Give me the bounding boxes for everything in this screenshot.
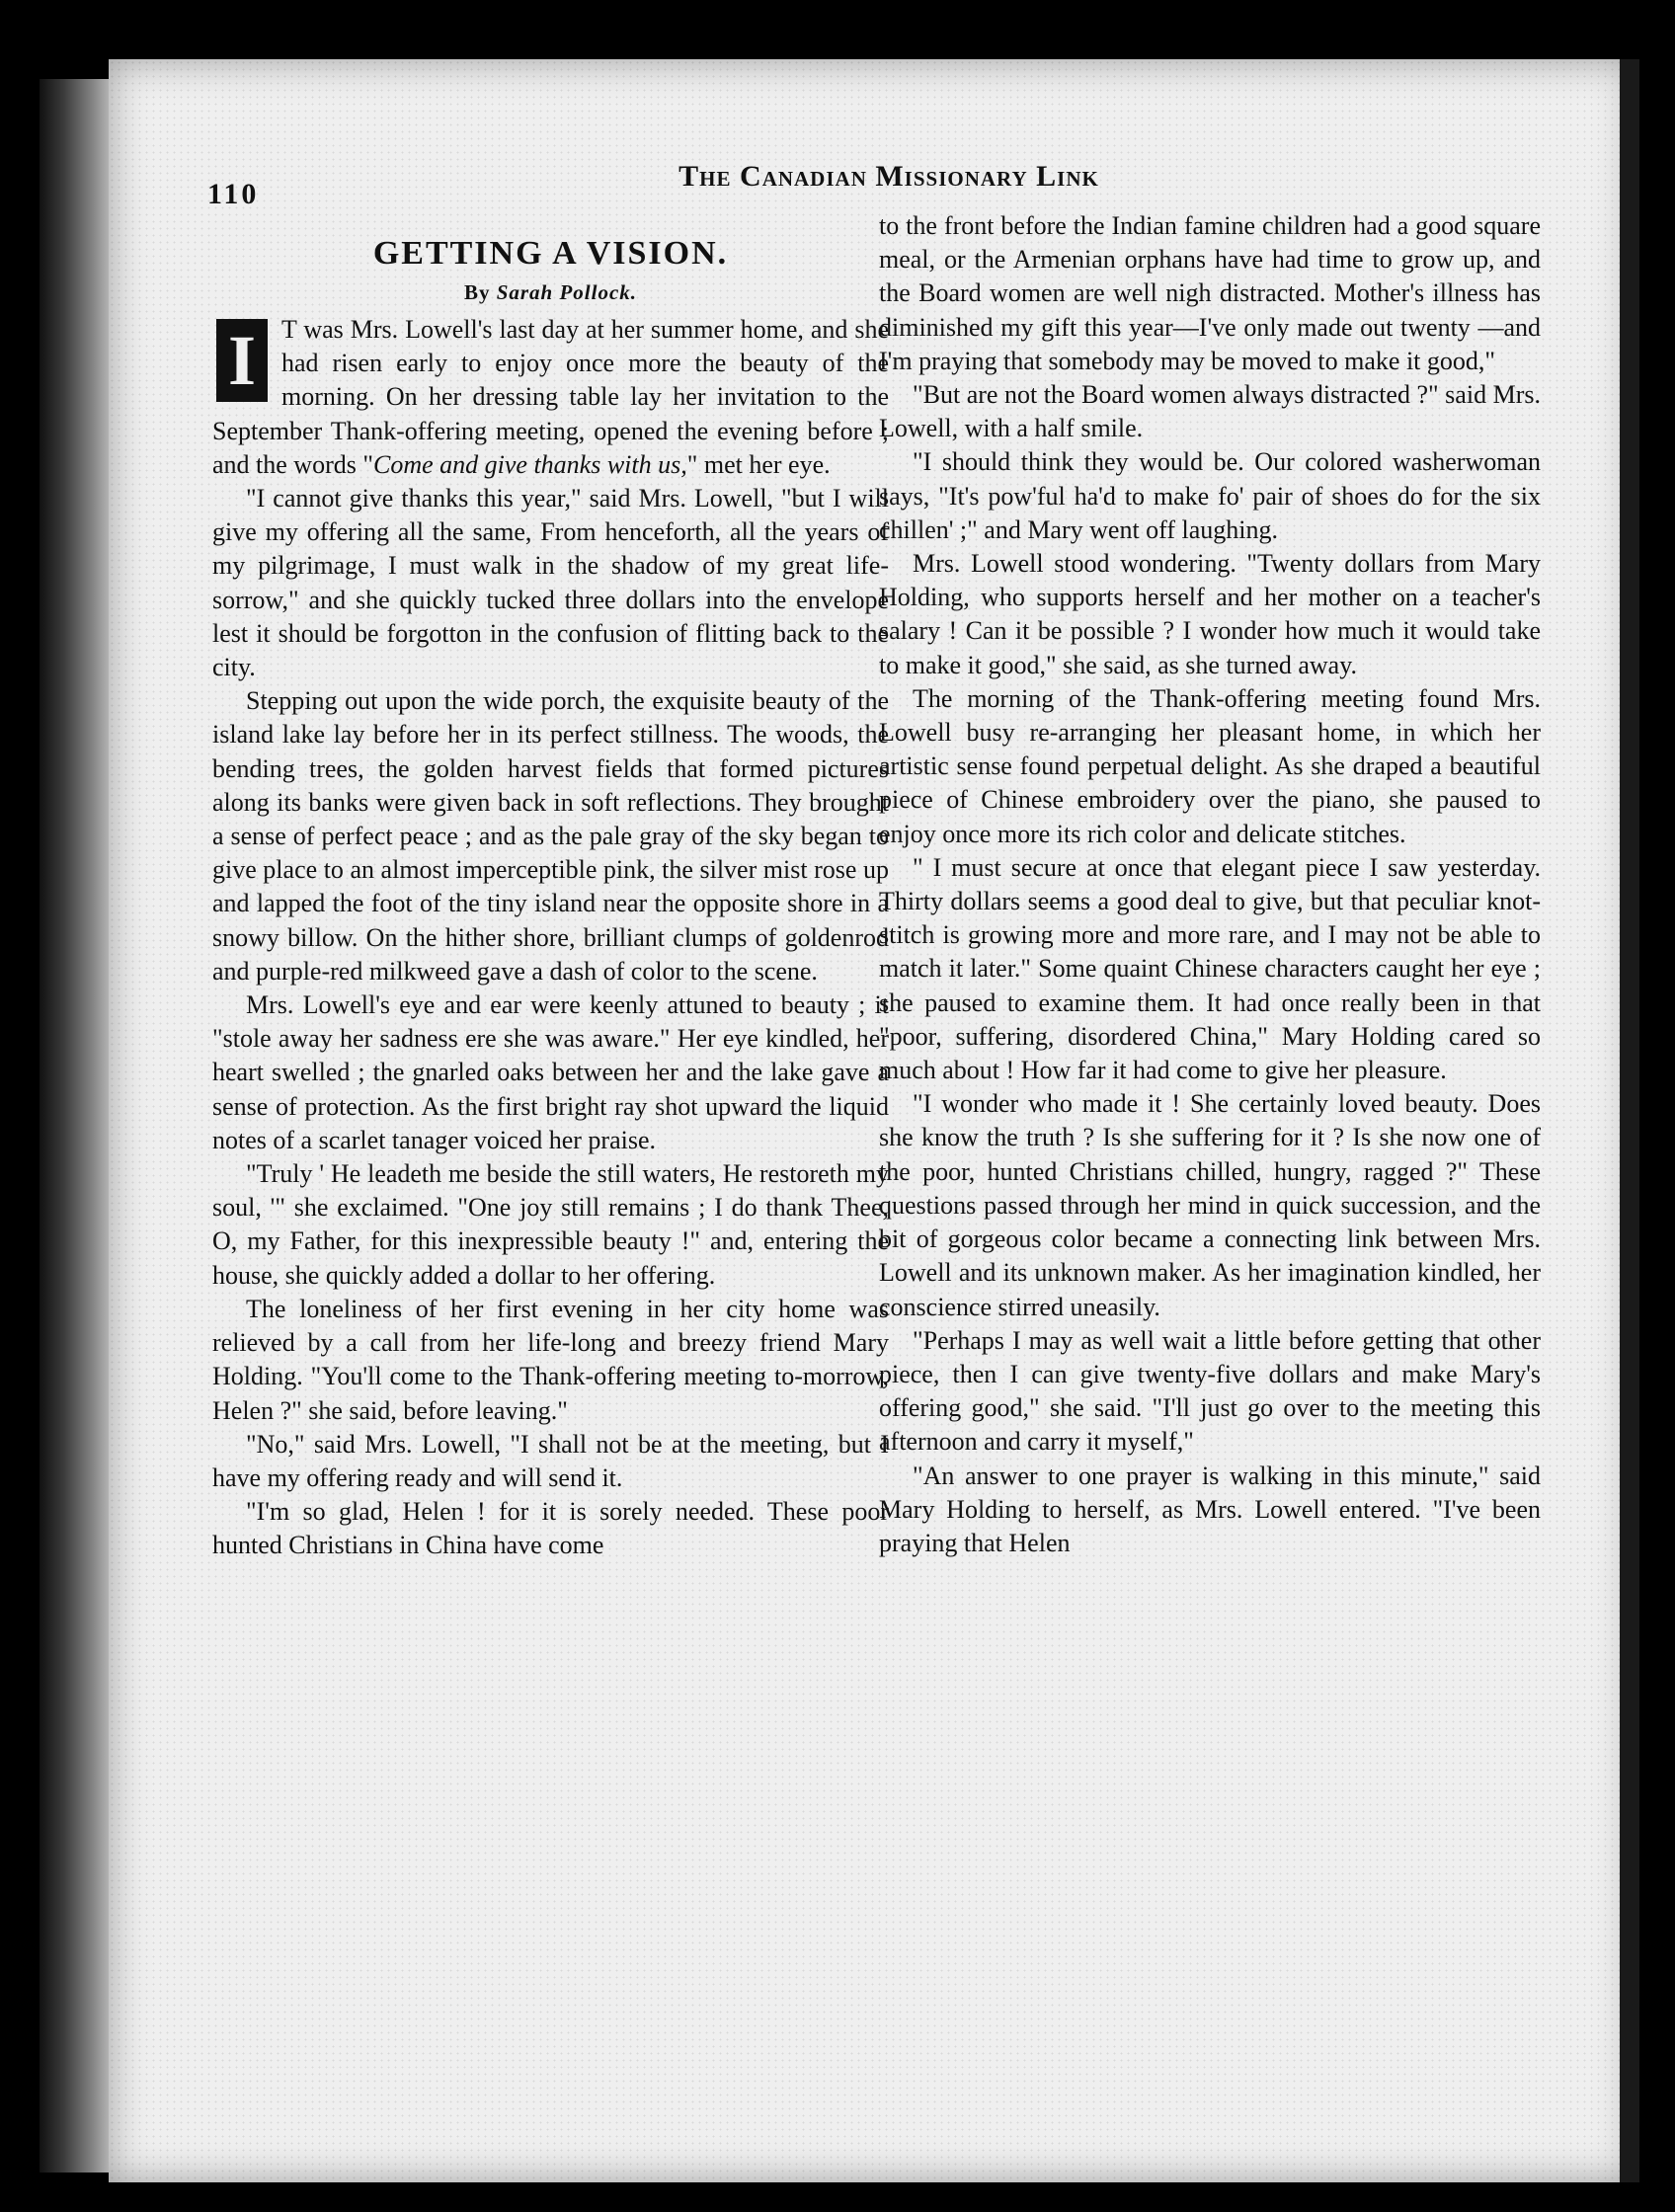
- paragraph-text: T was Mrs. Lowell's last day at her summer home, and she had risen early to enjoy once more the beauty of the morning. On her dressing table lay her invitation to the September Thank-offering meeting, opened the evening before ; and the words ": [212, 315, 889, 479]
- paragraph: "An answer to one prayer is walking in this minute," said Mary Holding to herself, as Mrs. Lowell entered. "I've been praying that Helen: [879, 1461, 1541, 1557]
- paragraph: "But are not the Board women always distracted ?" said Mrs. Lowell, with a half smile.: [879, 380, 1541, 443]
- italic-quote: Come and give thanks with us,: [372, 449, 687, 479]
- paragraph: "I wonder who made it ! She certainly loved beauty. Does she know the truth ? Is she suffering for it ? Is she now one of the poor, hunted Christians chilled, hungry, ragged ?" These questions passed through her mind in quick succession, and the bit of gorgeous color became a connecting link between Mrs. Lowell and its unknown maker. As her imagination kindled, her conscience stirred uneasily.: [879, 1089, 1541, 1321]
- right-column: [879, 209, 1541, 1560]
- paragraph: Mrs. Lowell stood wondering. "Twenty dollars from Mary Holding, who supports herself and her mother on a teacher's salary ! Can it be possible ? I wonder how much it would take to make it good," she said, as she turned away.: [879, 549, 1541, 679]
- paragraph: " I must secure at once that elegant piece I saw yesterday. Thirty dollars seems a good deal to give, but that peculiar knot-stitch is growing more and more rare, and I may not be able to match it later." Some quaint Chinese characters caught her eye ; she paused to examine them. It had once really been in that "poor, suffering, disordered China," Mary Holding cared so much about ! How far it had come to give her pleasure.: [879, 852, 1541, 1085]
- book-spine: [40, 79, 119, 2172]
- paragraph: "I cannot give thanks this year," said Mrs. Lowell, "but I will give my offering all the same, From henceforth, all the years of my pilgrimage, I must walk in the shadow of my great life-sorrow," and she quickly tucked three dollars into the envelope lest it should be forgotton in the confusion of flitting back to the city.: [212, 484, 889, 682]
- article-title: GETTING A VISION.: [372, 235, 729, 272]
- running-head: The Canadian Missionary Link: [678, 160, 1099, 193]
- paragraph-text: " met her eye.: [686, 449, 831, 479]
- page-number: 110: [207, 178, 260, 210]
- paragraph: "I should think they would be. Our colored washerwoman says, "It's pow'ful ha'd to make fo' pair of shoes do for the six chillen' ;" and Mary went off laughing.: [879, 447, 1541, 544]
- paragraph: to the front before the Indian famine children had a good square meal, or the Armenian orphans have had time to grow up, and the Board women are well nigh distracted. Mother's illness has diminished my gift this year—I've only made out twenty —and I'm praying that somebody may be moved to make it good,": [879, 211, 1541, 375]
- byline-prefix: By: [463, 280, 491, 304]
- paragraph: The loneliness of her first evening in her city home was relieved by a call from her life-long and breezy friend Mary Holding. "You'll come to the Thank-offering meeting to-morrow, Helen ?" she said, before leaving.": [212, 1294, 889, 1425]
- paragraph: "I'm so glad, Helen ! for it is sorely needed. These poor hunted Christians in China have come: [212, 1497, 889, 1560]
- paragraph: "Perhaps I may as well wait a little before getting that other piece, then I can give twenty-five dollars and make Mary's offering good," she said. "I'll just go over to the meeting this afternoon and carry it myself,": [879, 1325, 1541, 1457]
- paragraph: "Truly ' He leadeth me beside the still waters, He restoreth my soul, '" she exclaimed. "One joy still remains ; I do thank Thee, O, my Father, for this inexpressible beauty !" and, entering the house, she quickly added a dollar to her offering.: [212, 1159, 889, 1290]
- paragraph: [212, 313, 889, 482]
- page-right-edge: [1620, 59, 1639, 2182]
- paragraph: Stepping out upon the wide porch, the exquisite beauty of the island lake lay before her in its perfect stillness. The woods, the bending trees, the golden harvest fields that formed pictures along its banks were given back in soft reflections. They brought a sense of perfect peace ; and as the pale gray of the sky began to give place to an almost imperceptible pink, the silver mist rose up and lapped the foot of the tiny island near the opposite shore in a snowy billow. On the hither shore, brilliant clumps of goldenrod and purple-red milkweed gave a dash of color to the scene.: [212, 686, 889, 986]
- left-column: [212, 232, 889, 1563]
- paragraph: Mrs. Lowell's eye and ear were keenly attuned to beauty ; it "stole away her sadness ere she was aware." Her eye kindled, her heart swelled ; the gnarled oaks between her and the lake gave a sense of protection. As the first bright ray shot upward the liquid notes of a scarlet tanager voiced her praise.: [212, 990, 889, 1154]
- author-name: Sarah Pollock.: [496, 280, 638, 304]
- paragraph: "No," said Mrs. Lowell, "I shall not be at the meeting, but I have my offering ready and will send it.: [212, 1429, 889, 1492]
- paragraph: The morning of the Thank-offering meeting found Mrs. Lowell busy re-arranging her pleasant home, in which her artistic sense found perpetual delight. As she draped a beautiful piece of Chinese embroidery over the piano, she paused to enjoy once more its rich color and delicate stitches.: [879, 683, 1541, 848]
- drop-cap: I: [216, 319, 268, 402]
- byline: [212, 277, 889, 307]
